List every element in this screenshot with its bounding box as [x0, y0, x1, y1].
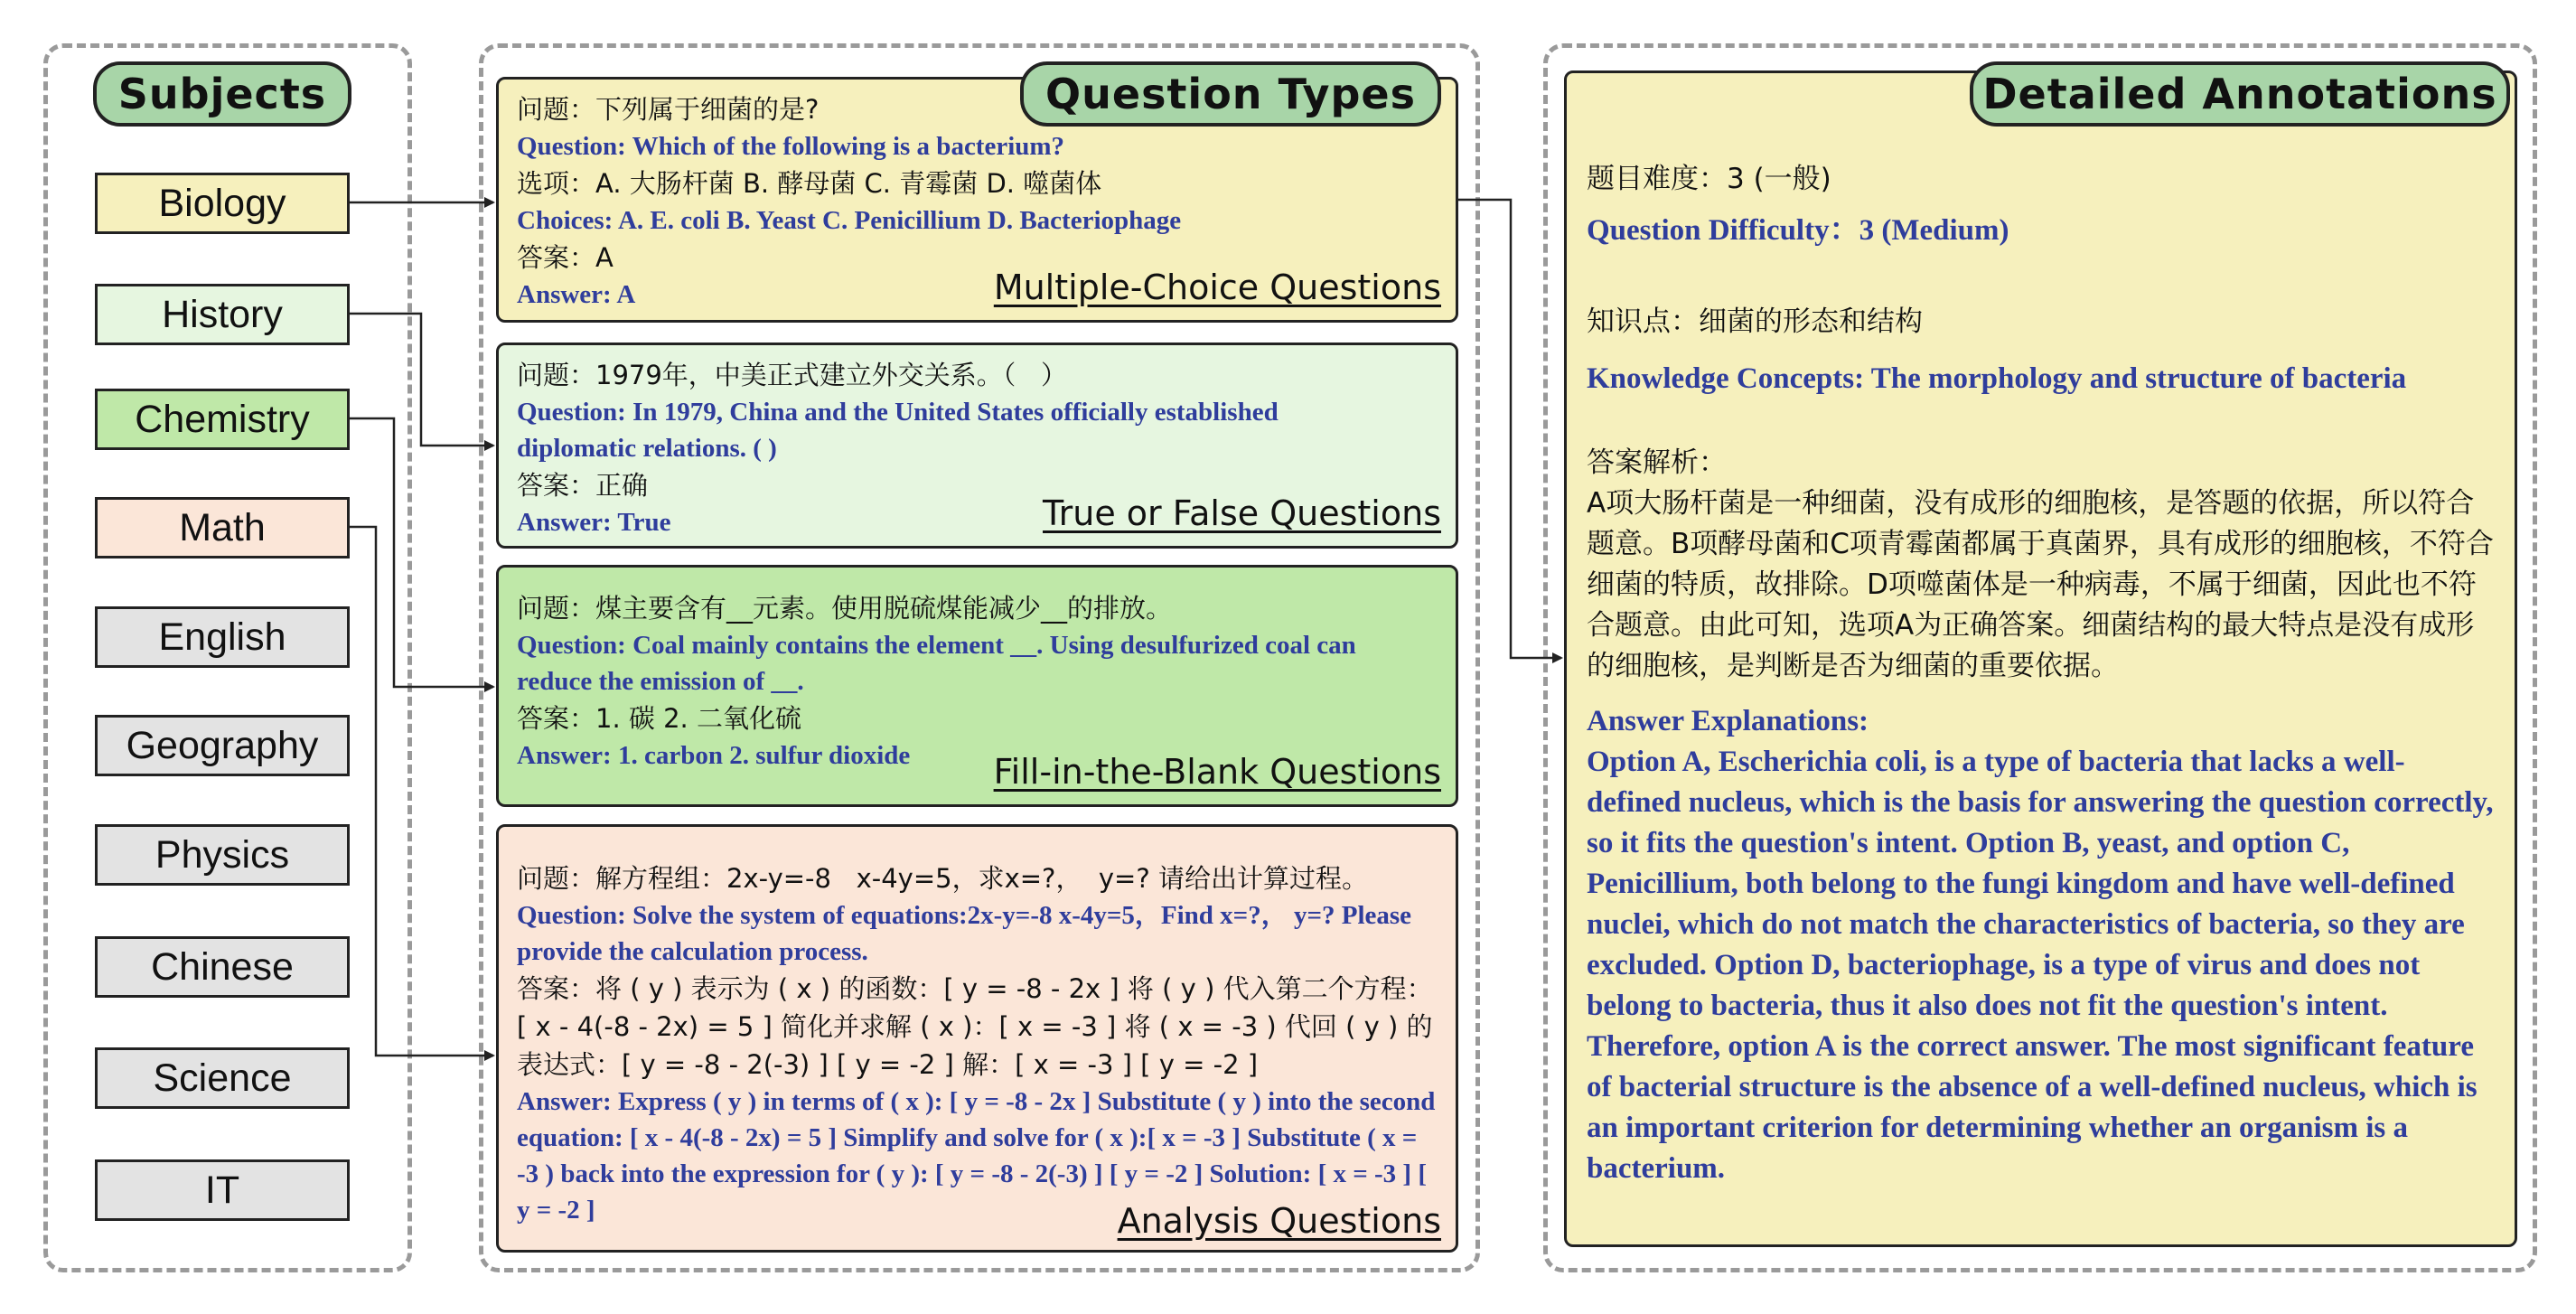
mc-answer-en: Answer: A — [517, 280, 636, 309]
subject-chemistry: Chemistry — [95, 389, 350, 450]
mc-choices-en: Choices: A. E. coli B. Yeast C. Penicillium D. Bacteriophage — [517, 206, 1182, 235]
fb-answer-cn: 答案：1. 碳 2. 二氧化硫 — [517, 703, 801, 734]
chemistry-arrow — [350, 418, 493, 687]
tf-type-label: True or False Questions — [1043, 493, 1441, 533]
an-question-en: Question: Solve the system of equations:2x-y=-8 x-4y=5，Find x=?， y=? Please provide the calculation process. — [517, 901, 1412, 966]
explanation-en: Option A, Escherichia coli, is a type of bacteria that lacks a well-defined nucleus, which is the basis for answering the question correctly, so it fits the question's intent. Option B, yeast, and option C, Penicillium, both belong to the fungi kingdom and have well-defined nuclei, which do not match the characteristics of bacteria, so they are excluded. Option D, bacteriophage, is a type of virus and does not belong to bacteria, thus it also does not fit the question's intent. Therefore, option A is the correct answer. The most significant feature of bacterial structure is the absence of a well-defined nucleus, which is an important criterion for determining whether an organism is a bacterium. — [1587, 746, 2494, 1185]
an-answer-cn: 答案：将 ( y ) 表示为 ( x ) 的函数：[ y = -8 - 2x ] 将 ( y ) 代入第二个方程：[ x - 4(-8 - 2x) = 5 ] 简化并求解 ( x )：[ x = -3 ] 将 ( x = -3 ) 代回 ( y ) 的表达式：[ y = -8 - 2(-3) ] [ y = -2 ] 解：[ x = -3 ] [ y = -2 ] — [517, 973, 1433, 1080]
tf-question-en: Question: In 1979, China and the United States officially established diplomatic relations. ( ) — [517, 398, 1279, 463]
difficulty-cn: 题目难度：3 (一般) — [1587, 163, 1831, 195]
explanation-title-cn: 答案解析： — [1587, 446, 1727, 479]
subject-chinese: Chinese — [95, 936, 350, 998]
mc-type-label: Multiple-Choice Questions — [993, 267, 1441, 307]
an-type-label: Analysis Questions — [1117, 1201, 1441, 1241]
mc-question-cn: 问题：下列属于细菌的是? — [517, 94, 820, 125]
math-arrow — [350, 527, 493, 1056]
question-types-header: Question Types — [1020, 61, 1441, 127]
subjects-header: Subjects — [93, 61, 351, 127]
mc-question-en: Question: Which of the following is a bacterium? — [517, 132, 1065, 161]
mc-answer-cn: 答案：A — [517, 242, 614, 273]
history-arrow — [350, 314, 493, 446]
tf-answer-en: Answer: True — [517, 508, 671, 537]
an-question-cn: 问题：解方程组：2x-y=-8 x-4y=5，求x=?， y=? 请给出计算过程。 — [517, 863, 1368, 894]
tf-question-cn: 问题：1979年，中美正式建立外交关系。（ ） — [517, 360, 1067, 390]
subject-it: IT — [95, 1159, 350, 1221]
subject-physics: Physics — [95, 824, 350, 886]
annotations-header: Detailed Annotations — [1970, 61, 2510, 127]
fb-type-label: Fill-in-the-Blank Questions — [993, 752, 1441, 792]
explanation-cn: A项大肠杆菌是一种细菌，没有成形的细胞核，是答题的依据，所以符合题意。B项酵母菌和C项青霉菌都属于真菌界，具有成形的细胞核，不符合细菌的特质，故排除。D项噬菌体是一种病毒，不属于细菌，因此也不符合题意。由此可知，选项A为正确答案。细菌结构的最大特点是没有成形的细胞核，是判断是否为细菌的重要依据。 — [1587, 487, 2494, 682]
subject-history: History — [95, 284, 350, 345]
tf-answer-cn: 答案：正确 — [517, 470, 649, 501]
an-answer-en: Answer: Express ( y ) in terms of ( x ): [ y = -8 - 2x ] Substitute ( y ) into the second equation: [ x - 4(-8 - 2x) = 5 ] Simplify and solve for ( x ):[ x = -3 ] Substitute ( x = -3 ) back into the expression for ( y ): [ y = -8 - 2(-3) ] [ y = -2 ] Solution: [ x = -3 ] [ y = -2 ] — [517, 1087, 1436, 1225]
fb-question-cn: 问题：煤主要含有__元素。使用脱硫煤能减少__的排放。 — [517, 593, 1173, 624]
subject-english: English — [95, 606, 350, 668]
annotation-arrow — [1458, 200, 1561, 658]
difficulty-en: Question Difficulty：3 (Medium) — [1587, 214, 2009, 247]
knowledge-cn: 知识点：细菌的形态和结构 — [1587, 305, 1923, 338]
fb-answer-en: Answer: 1. carbon 2. sulfur dioxide — [517, 741, 911, 770]
subject-science: Science — [95, 1047, 350, 1109]
subject-biology: Biology — [95, 173, 350, 234]
knowledge-en: Knowledge Concepts: The morphology and structure of bacteria — [1587, 362, 2407, 395]
subject-math: Math — [95, 497, 350, 558]
explanation-title-en: Answer Explanations: — [1587, 705, 1869, 737]
mc-choices-cn: 选项：A. 大肠杆菌 B. 酵母菌 C. 青霉菌 D. 噬菌体 — [517, 168, 1102, 199]
fb-question-en: Question: Coal mainly contains the element __. Using desulfurized coal can reduce the emission of __. — [517, 631, 1356, 696]
subject-geography: Geography — [95, 715, 350, 776]
